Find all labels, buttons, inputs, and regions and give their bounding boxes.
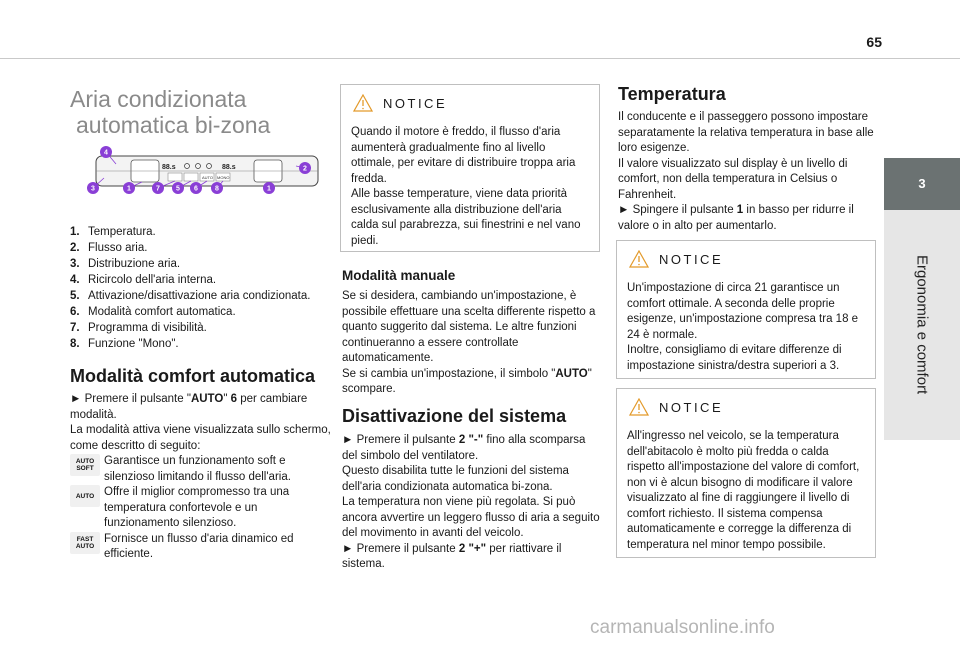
off-description: Questo disabilita tutte le funzioni del sistema dell'aria condizionata automatica bi-zona. La temperatura non viene più regolata. Si può ancora avvertire un leggero flusso di aria a seguito del movimento in avanti del veicolo. <box>342 465 600 539</box>
manual-text: Se si desidera, cambiando un'impostazione, è possibile effettuare una scelta differente rispetto a quanto suggerito dal sistema. Le altre funzioni continueranno a essere controllate automaticamente. Se si cambia un'impostazione, il simbolo "AUTO" scompare. <box>342 290 596 395</box>
mode-soft-row <box>70 454 332 485</box>
auto-soft-icon: AUTO SOFT <box>70 454 100 476</box>
notice-box-setting <box>616 240 876 379</box>
svg-text:3: 3 <box>91 185 95 193</box>
comfort-instruction: ► Premere il pulsante "AUTO" 6 per cambiare modalità. <box>70 393 308 421</box>
chapter-number: 3 <box>918 176 926 191</box>
notice-text: Quando il motore è freddo, il flusso d'aria aumenterà gradualmente fino al livello ottimale, per evitare di distribuire troppa aria fredda. Alle basse temperature, viene data priorità esclusivamente alla distribuzione dell'aria calda sul parabrezza, sui finestrini e nel vano piedi. <box>351 126 581 247</box>
legend-item: 7. Programma di visibilità. <box>70 322 207 334</box>
legend-list <box>70 224 332 352</box>
off-instruction: ► Premere il pulsante 2 "-" fino alla scomparsa del simbolo del ventilatore. <box>342 434 586 462</box>
climate-control-panel-illustration <box>76 140 321 210</box>
legend-item: 8. Funzione "Mono". <box>70 338 179 350</box>
section-title-line1: Aria condizionata <box>70 86 247 112</box>
mode-fast-text: Fornisce un flusso d'aria dinamico ed efficiente. <box>104 532 294 560</box>
page-number: 65 <box>866 34 882 50</box>
section-title <box>70 86 330 138</box>
auto-icon: AUTO <box>70 485 100 507</box>
notice-label: NOTICE <box>659 399 724 415</box>
header-rule <box>0 58 960 59</box>
manual-heading: Modalità manuale <box>342 268 456 283</box>
comfort-text <box>70 392 332 563</box>
warning-triangle-icon <box>629 250 649 268</box>
svg-text:2: 2 <box>303 165 307 173</box>
notice-box-compensation <box>616 388 876 558</box>
legend-item: 4. Ricircolo dell'aria interna. <box>70 274 217 286</box>
notice-box-cold-engine <box>340 84 600 252</box>
legend-item: 3. Distribuzione aria. <box>70 258 181 270</box>
notice-header <box>617 241 875 277</box>
legend-item: 2. Flusso aria. <box>70 242 148 254</box>
panel-display-left: 88.s <box>162 164 176 171</box>
section-title-line2: automatica bi-zona <box>76 112 271 138</box>
warning-triangle-icon <box>353 94 373 112</box>
panel-auto-button: AUTO <box>202 175 214 180</box>
svg-text:5: 5 <box>176 185 180 193</box>
chapter-label: Ergonomia e comfort <box>913 255 931 395</box>
svg-text:1: 1 <box>267 185 271 193</box>
temperature-instruction: ► Spingere il pulsante 1 in basso per ridurre il valore o in alto per aumentarlo. <box>618 204 854 232</box>
mode-soft-text: Garantisce un funzionamento soft e silenzioso limitando il flusso dell'aria. <box>104 455 291 483</box>
off-heading: Disattivazione del sistema <box>342 406 567 426</box>
svg-text:1: 1 <box>127 185 131 193</box>
svg-text:4: 4 <box>104 149 108 157</box>
legend-item: 5. Attivazione/disattivazione aria condizionata. <box>70 290 311 302</box>
comfort-description: La modalità attiva viene visualizzata sullo schermo, come descritto di seguito: <box>70 424 331 452</box>
mode-fast-row <box>70 532 332 563</box>
notice-label: NOTICE <box>383 95 448 111</box>
notice-label: NOTICE <box>659 251 724 267</box>
panel-display-right: 88.s <box>222 164 236 171</box>
fast-auto-icon: FAST AUTO <box>70 532 100 554</box>
temperature-description: Il conducente e il passeggero possono impostare separatamente la relativa temperatura in base alle loro esigenze. Il valore visualizzato sul display è un livello di comfort, non della temperatura in Celsius o Fahrenheit. <box>618 111 874 201</box>
on-instruction: ► Premere il pulsante 2 "+" per riattivare il sistema. <box>342 542 562 570</box>
svg-text:8: 8 <box>215 185 219 193</box>
panel-mono-button: MONO <box>217 175 230 180</box>
temperature-text <box>618 110 880 234</box>
temperature-heading: Temperatura <box>618 84 726 104</box>
warning-triangle-icon <box>629 398 649 416</box>
notice-text: Un'impostazione di circa 21 garantisce un comfort ottimale. A seconda delle proprie esigenze, un'impostazione compresa tra 18 e 24 è normale. Inoltre, consigliamo di evitare differenze di impostazione sinistra/destra superiori a 3. <box>627 282 859 372</box>
off-text <box>342 433 602 573</box>
mode-auto-text: Offre il miglior compromesso tra una temperatura confortevole e un funzionamento silenzioso. <box>104 486 290 529</box>
mode-auto-row <box>70 485 332 532</box>
notice-text: All'ingresso nel veicolo, se la temperatura dell'abitacolo è molto più fredda o calda rispetto all'impostazione del valore di comfort, non vi è alcun bisogno di modificare il valore visualizzato al fine di raggiungere il livello di comfort richiesto. Il sistema compensa automaticamente e corregge la differenza di temperatura nel minor tempo possibile. <box>627 430 860 551</box>
svg-text:7: 7 <box>156 185 160 193</box>
legend-item: 6. Modalità comfort automatica. <box>70 306 236 318</box>
svg-text:6: 6 <box>194 185 198 193</box>
legend-item: 1. Temperatura. <box>70 226 156 238</box>
watermark: carmanualsonline.info <box>590 617 775 638</box>
notice-header <box>617 389 875 425</box>
notice-header <box>341 85 599 121</box>
comfort-heading: Modalità comfort automatica <box>70 366 316 386</box>
